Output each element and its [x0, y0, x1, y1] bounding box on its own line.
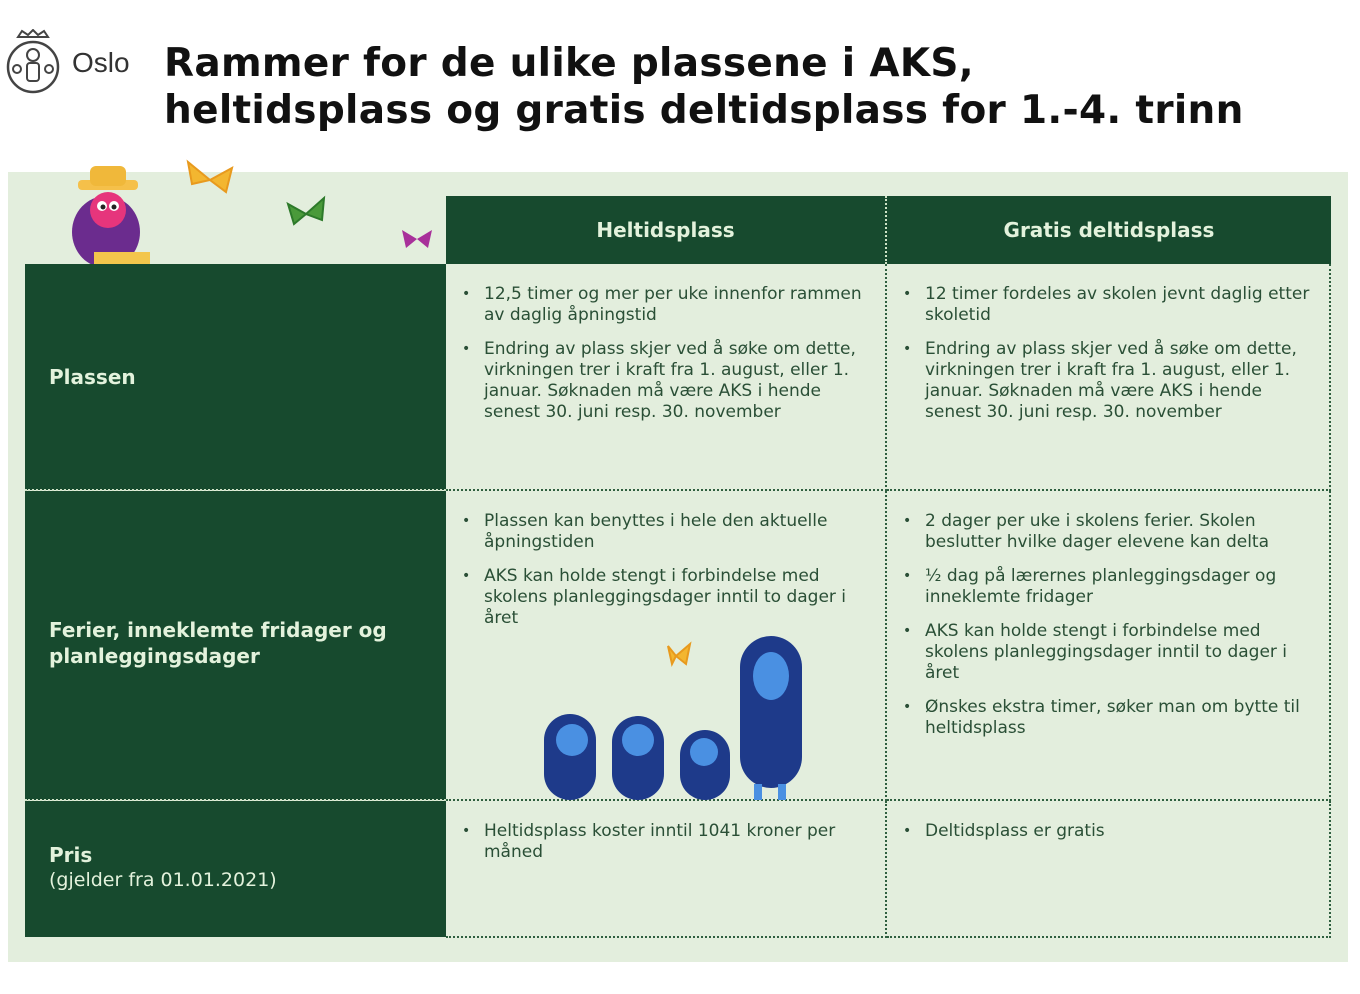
cell-pris-heltid — [446, 801, 887, 938]
title-line-2: heltidsplass og gratis deltidsplass for 1.-4. trinn — [164, 88, 1244, 133]
page-title — [164, 40, 1244, 134]
character-with-hat-icon — [56, 162, 156, 266]
list-item: • AKS kan holde stengt i forbindelse med skolens planleggingsdager inntil to dager i året — [903, 621, 1315, 684]
row-title: Pris — [49, 843, 93, 867]
cell-ferier-deltid — [887, 491, 1331, 801]
list-item: • 12,5 timer og mer per uke innenfor rammen av daglig åpningstid — [462, 284, 871, 326]
list-item: • Endring av plass skjer ved å søke om dette, virkningen trer i kraft fra 1. august, eller 1. januar. Søknaden må være AKS i hende senest 30. juni resp. 30. november — [462, 339, 871, 423]
cell-plassen-heltid — [446, 264, 887, 491]
title-line-1: Rammer for de ulike plassene i AKS, — [164, 41, 974, 86]
cell-plassen-deltid — [887, 264, 1331, 491]
list-item: • Endring av plass skjer ved å søke om dette, virkningen trer i kraft fra 1. august, eller 1. januar. Søknaden må være AKS i hende senest 30. juni resp. 30. november — [903, 339, 1315, 423]
row-title: Ferier, inneklemte fridager og planleggingsdager — [49, 618, 387, 668]
butterfly-orange-icon — [182, 158, 238, 202]
list-item: • Heltidsplass koster inntil 1041 kroner per måned — [462, 821, 871, 863]
list-item: • 2 dager per uke i skolens ferier. Skolen beslutter hvilke dager elevene kan delta — [903, 511, 1315, 553]
column-header-heltidsplass: Heltidsplass — [446, 196, 887, 264]
list-item: • AKS kan holde stengt i forbindelse med skolens planleggingsdager inntil to dager i året — [462, 566, 871, 629]
oslo-logo — [4, 28, 144, 98]
oslo-coat-of-arms-icon — [4, 29, 62, 97]
row-title: Plassen — [49, 365, 136, 389]
column-header-gratis-deltidsplass: Gratis deltidsplass — [887, 196, 1331, 264]
list-item: • 12 timer fordeles av skolen jevnt daglig etter skoletid — [903, 284, 1315, 326]
row-label-ferier — [25, 491, 446, 800]
row-subtitle: (gjelder fra 01.01.2021) — [49, 869, 277, 891]
row-label-pris — [25, 801, 446, 937]
list-item: • Ønskes ekstra timer, søker man om bytte til heltidsplass — [903, 697, 1315, 739]
list-item: • ½ dag på lærernes planleggingsdager og inneklemte fridager — [903, 566, 1315, 608]
row-label-plassen — [25, 264, 446, 490]
list-item: • Deltidsplass er gratis — [903, 821, 1315, 842]
logo-text: Oslo — [72, 47, 130, 78]
list-item: • Plassen kan benyttes i hele den aktuelle åpningstiden — [462, 511, 871, 553]
family-characters-icon — [540, 634, 820, 800]
cell-pris-deltid — [887, 801, 1331, 938]
butterfly-purple-icon — [400, 226, 434, 252]
butterfly-green-icon — [284, 194, 328, 234]
